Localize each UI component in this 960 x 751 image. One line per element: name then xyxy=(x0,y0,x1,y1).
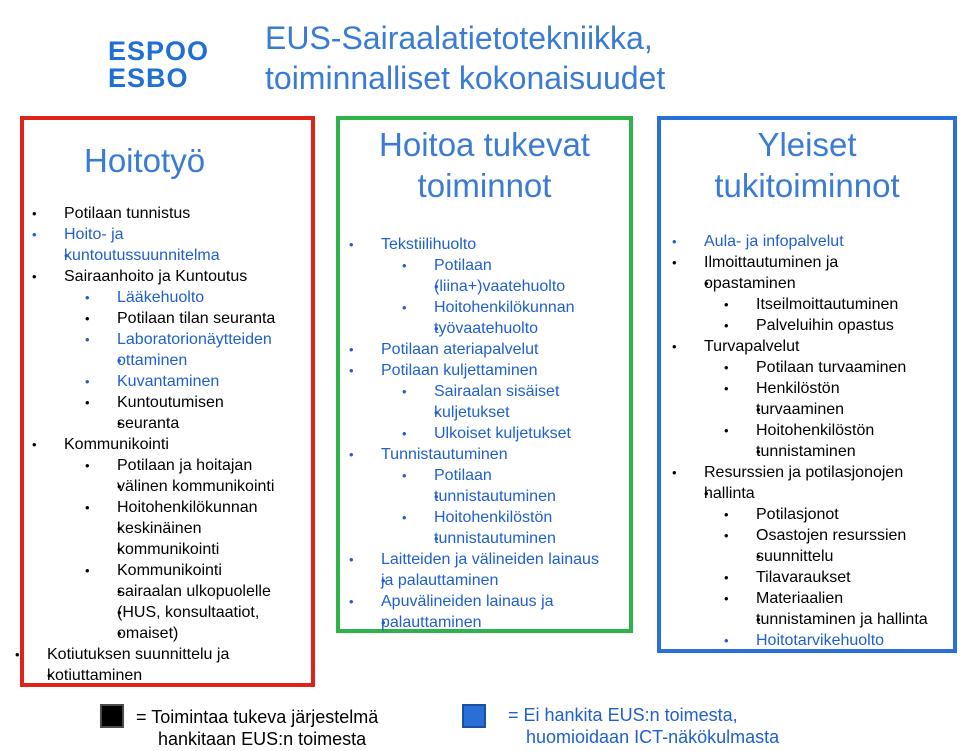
list-subitem-continuation: • tunnistaminen xyxy=(756,441,856,462)
panel-heading-line2: toiminnot xyxy=(417,167,552,204)
list-subitem: • Kommunikointi xyxy=(117,560,222,581)
list-subitem: • Itseilmoittautuminen xyxy=(756,294,898,315)
list-subitem-continuation: • välinen kommunikointi xyxy=(117,476,274,497)
list-subitem: • Potilaan xyxy=(434,465,492,486)
page-title xyxy=(265,18,945,98)
list-subitem-continuation: • suunnittelu xyxy=(756,546,833,567)
list-item: • Apuvälineiden lainaus ja xyxy=(381,591,554,612)
list-item: • Potilaan kuljettaminen xyxy=(381,360,538,381)
list-subitem: • Hoitohenkilöstön xyxy=(756,420,874,441)
logo-text-esbo: ESBO xyxy=(108,63,189,93)
list-item: • Kommunikointi xyxy=(64,434,169,455)
list-subitem: • Hoitohenkilökunnan xyxy=(434,297,575,318)
list-subitem: • Potilaan xyxy=(434,255,492,276)
list-subitem: • Hoitohenkilökunnan xyxy=(117,497,258,518)
legend-black-swatch xyxy=(100,704,124,728)
list-subitem: • Palveluihin opastus xyxy=(756,315,894,336)
list-item: • Kotiutuksen suunnittelu ja xyxy=(47,644,229,665)
list-subitem-continuation: • keskinäinen xyxy=(117,518,202,539)
list-item: • Sairaanhoito ja Kuntoutus xyxy=(64,266,247,287)
list-subitem-continuation: • turvaaminen xyxy=(756,399,844,420)
panel-heading-line2: tukitoiminnot xyxy=(714,167,900,204)
espoo-logo xyxy=(108,38,208,92)
list-subitem-continuation: • omaiset) xyxy=(117,623,178,644)
list-item: • Resurssien ja potilasjonojen xyxy=(704,462,903,483)
legend-blue-text-line2: huomioidaan ICT-näkökulmasta xyxy=(526,727,780,747)
list-subitem: • Osastojen resurssien xyxy=(756,525,906,546)
list-item: • Potilaan ateriapalvelut xyxy=(381,339,538,360)
list-subitem: • Sairaalan sisäiset xyxy=(434,381,559,402)
list-subitem: • Potilasjonot xyxy=(756,504,839,525)
panel-hoitoa-tukevat-toiminnot xyxy=(336,116,633,633)
logo-text-espoo: ESPOO xyxy=(108,36,210,66)
legend-blue-swatch xyxy=(462,704,486,728)
list-subitem-continuation: • tunnistautuminen xyxy=(434,528,556,549)
legend-black-text-line1: = Toimintaa tukeva järjestelmä xyxy=(136,707,379,727)
list-subitem: • Kuntoutumisen xyxy=(117,392,224,413)
legend-blue-text-line1: = Ei hankita EUS:n toimesta, xyxy=(508,705,738,725)
panel-heading-line1: Hoitoa tukevat xyxy=(379,126,590,163)
panel-yleiset-tukitoiminnot-heading xyxy=(661,124,953,206)
list-item: • Turvapalvelut xyxy=(704,336,799,357)
list-item: • Aula- ja infopalvelut xyxy=(704,231,844,252)
list-item: • Potilaan tunnistus xyxy=(64,203,190,224)
list-subitem: • Laboratorionäytteiden xyxy=(117,329,272,350)
list-subitem-continuation: • sairaalan ulkopuolelle xyxy=(117,581,271,602)
page-title-line1: EUS-Sairaalatietotekniikka, xyxy=(265,20,653,56)
list-subitem: • Tilavaraukset xyxy=(756,567,851,588)
list-subitem: • Lääkehuolto xyxy=(117,287,204,308)
list-item-continuation: • hallinta xyxy=(704,483,755,504)
panel-heading-line1: Yleiset xyxy=(757,126,857,163)
list-subitem-continuation: • ottaminen xyxy=(117,350,187,371)
list-item: • Tekstiilihuolto xyxy=(381,234,476,255)
list-subitem-continuation: • kommunikointi xyxy=(117,539,219,560)
legend-black-text-line2: hankitaan EUS:n toimesta xyxy=(158,729,367,749)
list-subitem: • Potilaan tilan seuranta xyxy=(117,308,275,329)
list-subitem-continuation: • tunnistautuminen xyxy=(434,486,556,507)
panel-hoitotyo xyxy=(20,116,315,687)
panel-yleiset-tukitoiminnot xyxy=(657,116,957,653)
list-subitem-continuation: • kuljetukset xyxy=(434,402,510,423)
list-item: • Laitteiden ja välineiden lainaus xyxy=(381,549,599,570)
list-subitem-continuation: • (liina+)vaatehuolto xyxy=(434,276,565,297)
list-item-continuation: • kotiuttaminen xyxy=(47,665,142,686)
list-subitem: • Kuvantaminen xyxy=(117,371,219,392)
list-subitem-continuation: • tunnistaminen ja hallinta xyxy=(756,609,928,630)
list-item: • Ilmoittautuminen ja xyxy=(704,252,838,273)
panel-hoitoa-tukevat-heading xyxy=(340,124,629,206)
list-subitem: • Hoitohenkilöstön xyxy=(434,507,552,528)
list-item-continuation: • kuntoutussuunnitelma xyxy=(64,245,220,266)
list-item-continuation: • palauttaminen xyxy=(381,612,482,633)
list-subitem-continuation: • seuranta xyxy=(117,413,179,434)
list-subitem-continuation: • (HUS, konsultaatiot, xyxy=(117,602,259,623)
list-subitem: • Ulkoiset kuljetukset xyxy=(434,423,571,444)
panel-hoitotyo-heading: Hoitotyö xyxy=(84,142,206,179)
list-item-continuation: • opastaminen xyxy=(704,273,796,294)
list-subitem: • Hoitotarvikehuolto xyxy=(756,630,884,651)
page-title-line2: toiminnalliset kokonaisuudet xyxy=(265,60,666,96)
list-subitem-continuation: • työvaatehuolto xyxy=(434,318,538,339)
list-item: • Hoito- ja xyxy=(64,224,124,245)
list-subitem: • Potilaan turvaaminen xyxy=(756,357,906,378)
list-subitem: • Potilaan ja hoitajan xyxy=(117,455,252,476)
list-item-continuation: • ja palauttaminen xyxy=(381,570,498,591)
list-subitem: • Materiaalien xyxy=(756,588,843,609)
list-item: • Tunnistautuminen xyxy=(381,444,508,465)
list-subitem: • Henkilöstön xyxy=(756,378,840,399)
